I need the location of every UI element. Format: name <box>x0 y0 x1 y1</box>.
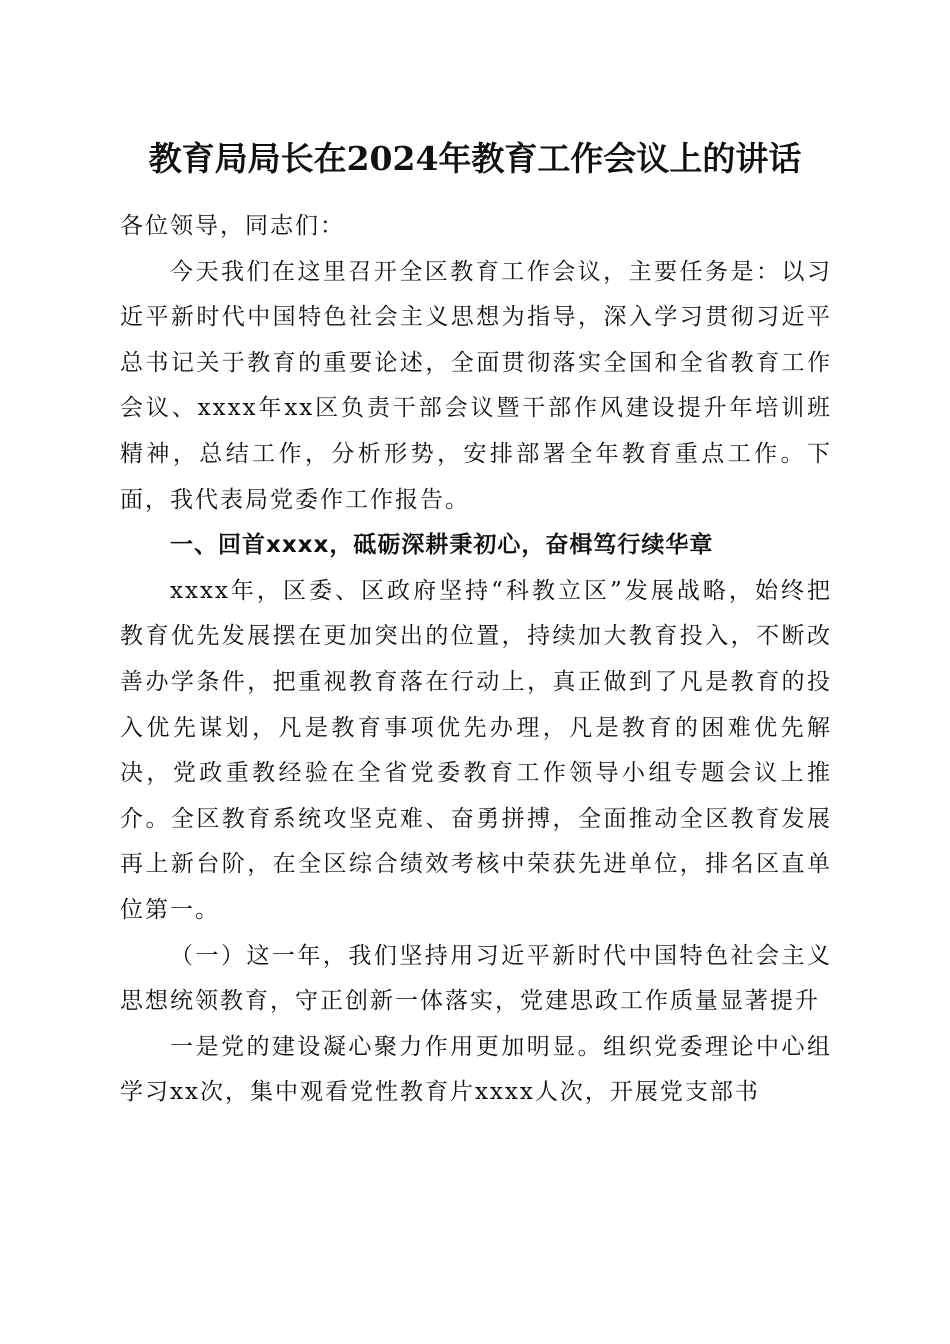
document-body <box>120 204 832 1116</box>
paragraph-intro: 今天我们在这里召开全区教育工作会议，主要任务是：以习近平新时代中国特色社会主义思想为指导，深入学习贯彻习近平总书记关于教育的重要论述，全面贯彻落实全国和全省教育工作会议、xxxx年xx区负责干部会议暨干部作风建设提升年培训班精神，总结工作，分析形势，安排部署全年教育重点工作。下面，我代表局党委作工作报告。 <box>120 258 832 513</box>
salutation: 各位领导，同志们： <box>120 213 345 239</box>
subsection-one-heading: （一）这一年，我们坚持用习近平新时代中国特色社会主义思想统领教育，守正创新一体落实，党建思政工作质量显著提升 <box>120 942 832 1015</box>
paragraph-section-one: xxxx年，区委、区政府坚持“科教立区”发展战略，始终把教育优先发展摆在更加突出的位置，持续加大教育投入，不断改善办学条件，把重视教育落在行动上，真正做到了凡是教育的投入优先谋划，凡是教育事项优先办理，凡是教育的困难优先解决，党政重教经验在全省党委教育工作领导小组专题会议上推介。全区教育系统攻坚克难、奋勇拼搏，全面推动全区教育发展再上新台阶，在全区综合绩效考核中荣获先进单位，排名区直单位第一。 <box>120 577 832 923</box>
document-title: 教育局局长在2024年教育工作会议上的讲话 <box>148 139 802 178</box>
section-one-heading: 一、回首xxxx，砥砺深耕秉初心，奋楫笃行续华章 <box>170 532 714 559</box>
paragraph-point-one: 一是党的建设凝心聚力作用更加明显。组织党委理论中心组学习xx次，集中观看党性教育片xxxx人次，开展党支部书 <box>120 1033 832 1106</box>
